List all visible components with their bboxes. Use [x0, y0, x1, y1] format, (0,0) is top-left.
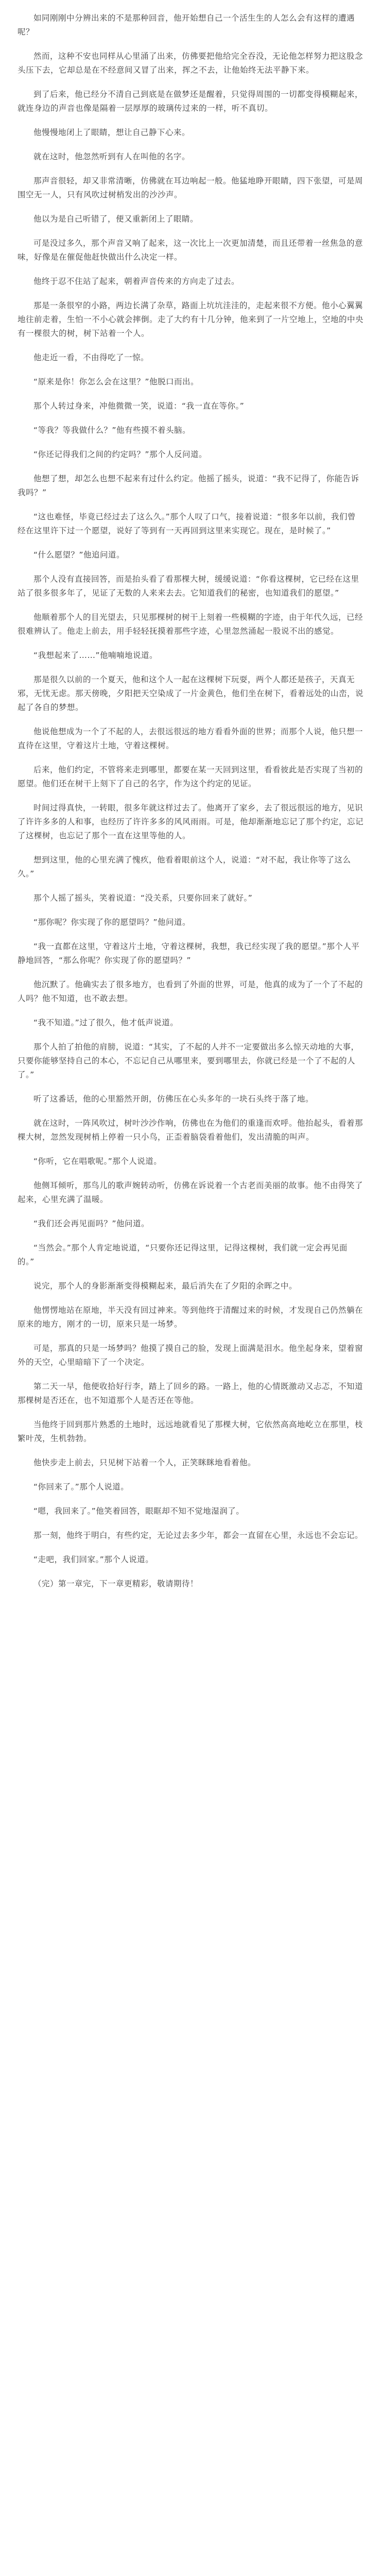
paragraph: 后来，他们约定，不管将来走到哪里，都要在某一天回到这里，看看彼此是否实现了当初的愿望。他们还在树干上刻下了自己的名字，作为这个约定的见证。: [18, 765, 363, 788]
paragraph: 想到这里，他的心里充满了愧疚，他看着眼前这个人，说道：“对不起，我让你等了这么久。”: [18, 855, 351, 878]
paragraph: 说完，那个人的身影渐渐变得模糊起来，最后消失在了夕阳的余晖之中。: [33, 1281, 298, 1291]
paragraph: 他沉默了。他确实去了很多地方，也看到了外面的世界，可是，他真的成为了一个了不起的人吗？他不知道，也不敢去想。: [18, 980, 363, 1003]
paragraph: “原来是你！你怎么会在这里？”他脱口而出。: [33, 377, 199, 386]
paragraph: “你回来了。”那个人说道。: [33, 1482, 129, 1492]
paragraph: “这也难怪，毕竟已经过去了这么久。”那个人叹了口气，接着说道：“很多年以前，我们曾经在这里许下过一个愿望，说好了等到有一天再回到这里来实现它。现在，是时候了。”: [18, 512, 356, 535]
closing-note: （完）第一章完，下一章更精彩，敬请期待！: [33, 1579, 199, 1588]
paragraph: 那个人摇了摇头，笑着说道：“没关系，只要你回来了就好。”: [33, 893, 253, 903]
paragraph: “你还记得我们之间的约定吗？”那个人反问道。: [33, 450, 207, 459]
paragraph: 可是，那真的只是一场梦吗？他摸了摸自己的脸，发现上面满是泪水。他坐起身来，望着窗外的天空，心里暗暗下了一个决定。: [18, 1344, 363, 1367]
paragraph: 他愣愣地站在原地，半天没有回过神来。等到他终于清醒过来的时候，才发现自己仍然躺在原来的地方，刚才的一切，原来只是一场梦。: [18, 1306, 363, 1329]
paragraph: 那是一条很窄的小路，两边长满了杂草，路面上坑坑洼洼的，走起来很不方便。他小心翼翼地往前走着，生怕一不小心就会摔倒。走了大约有十几分钟，他来到了一片空地上，空地的中央有一棵很大的树，树下站着一个人。: [18, 301, 364, 338]
paragraph: 他侧耳倾听，那鸟儿的歌声婉转动听，仿佛在诉说着一个古老而美丽的故事。他不由得笑了起来，心里充满了温暖。: [18, 1181, 363, 1204]
paragraph: 那声音很轻，却又非常清晰，仿佛就在耳边响起一般。他猛地睁开眼睛，四下张望，可是周围空无一人，只有风吹过树梢发出的沙沙声。: [18, 176, 363, 199]
paragraph: “我一直都在这里，守着这片土地，守着这棵树，我想，我已经实现了我的愿望。”那个人平静地回答，“那么你呢？你实现了你的愿望吗？”: [18, 942, 360, 965]
paragraph: 他快步走上前去，只见树下站着一个人，正笑眯眯地看着他。: [33, 1458, 256, 1467]
paragraph: “我们还会再见面吗？”他问道。: [33, 1219, 150, 1228]
paragraph: 那是很久以前的一个夏天，他和这个人一起在这棵树下玩耍，两个人都还是孩子，天真无邪，无忧无虑。那天傍晚，夕阳把天空染成了一片金黄色，他们坐在树下，看着远处的山峦，说起了各自的梦想。: [18, 675, 364, 712]
paragraph: “你听，它在唱歌呢。”那个人说道。: [33, 1157, 162, 1166]
paragraph: 他慢慢地闭上了眼睛，想让自己静下心来。: [33, 128, 190, 137]
paragraph: 时间过得真快，一转眼，很多年就这样过去了。他离开了家乡，去了很远很远的地方，见识了许许多多的人和事，也经历了许许多多的风风雨雨。可是，他却渐渐地忘记了那个约定，忘记了这棵树，也忘记了那个一直在这里等他的人。: [18, 803, 364, 840]
paragraph: 那个人没有直接回答，而是抬头看了看那棵大树，缓缓说道：“你看这棵树，它已经在这里站了很多很多年了，见证了无数的人来来去去。它知道我们的秘密，也知道我们的愿望。”: [18, 574, 359, 598]
paragraph: 到了后来，他已经分不清自己到底是在做梦还是醒着，只觉得周围的一切都变得模糊起来，就连身边的声音也像是隔着一层厚厚的玻璃传过来的一样，听不真切。: [18, 90, 363, 113]
paragraph: “当然会。”那个人肯定地说道，“只要你还记得这里，记得这棵树，我们就一定会再见面的。”: [18, 1243, 348, 1266]
paragraph: “走吧，我们回家。”那个人说道。: [33, 1555, 154, 1564]
paragraph: 他终于忍不住站了起来，朝着声音传来的方向走了过去。: [33, 277, 240, 286]
paragraph: 他顺着那个人的目光望去，只见那棵树的树干上刻着一些模糊的字迹，由于年代久远，已经很难辨认了。他走上前去，用手轻轻抚摸着那些字迹，心里忽然涌起一股说不出的感觉。: [18, 613, 363, 636]
paragraph: 他走近一看，不由得吃了一惊。: [33, 353, 149, 362]
paragraph: 就在这时，一阵风吹过，树叶沙沙作响，仿佛也在为他们的重逢而欢呼。他抬起头，看着那棵大树，忽然发现树梢上停着一只小鸟，正歪着脑袋看着他们，发出清脆的叫声。: [18, 1118, 363, 1142]
paragraph: “等我？等我做什么？”他有些摸不着头脑。: [33, 426, 191, 435]
paragraph: 他想了想，却怎么也想不起来有过什么约定。他摇了摇头，说道：“我不记得了，你能告诉我吗？”: [18, 474, 359, 497]
paragraph: 当他终于回到那片熟悉的土地时，远远地就看见了那棵大树，它依然高高地屹立在那里，枝繁叶茂，生机勃勃。: [18, 1420, 363, 1443]
paragraph: “嗯，我回来了。”他笑着回答，眼眶却不知不觉地湿润了。: [33, 1506, 245, 1516]
paragraph: 那个人拍了拍他的肩膀，说道：“其实，了不起的人并不一定要做出多么惊天动地的大事，只要你能够坚持自己的本心，不忘记自己从哪里来，要到哪里去，你就已经是一个了不起的人了。”: [18, 1042, 359, 1079]
paragraph: 那一刻，他终于明白，有些约定，无论过去多少年，都会一直留在心里，永远也不会忘记。: [33, 1531, 363, 1540]
paragraph: 他说他想成为一个了不起的人，去很远很远的地方看看外面的世界；而那个人说，他只想一直待在这里，守着这片土地，守着这棵树。: [18, 727, 363, 750]
paragraph: 他以为是自己听错了，便又重新闭上了眼睛。: [33, 214, 199, 224]
paragraph: 如同刚刚中分辨出来的不是那种回音，他开始想自己一个活生生的人怎么会有这样的遭遇呢？: [18, 13, 355, 37]
paragraph: 可是没过多久，那个声音又响了起来，这一次比上一次更加清楚，而且还带着一丝焦急的意味，好像是在催促他赶快做出什么决定一样。: [18, 239, 363, 262]
paragraph: “那你呢？你实现了你的愿望吗？”他问道。: [33, 918, 191, 927]
paragraph: “我不知道。”过了很久，他才低声说道。: [33, 1018, 179, 1027]
paragraph: “什么愿望？”他追问道。: [33, 550, 125, 560]
paragraph: 听了这番话，他的心里豁然开朗，仿佛压在心头多年的一块石头终于落了地。: [33, 1094, 314, 1104]
paragraph: “我想起来了……”他喃喃地说道。: [33, 651, 158, 660]
paragraph: 那个人转过身来，冲他微微一笑，说道：“我一直在等你。”: [33, 401, 245, 411]
paragraph: 然而，这种不安也同样从心里涌了出来，仿佛要把他给完全吞没，无论他怎样努力把这股念头压下去，它却总是在不经意间又冒了出来，挥之不去，让他始终无法平静下来。: [18, 52, 363, 75]
paragraph: 第二天一早，他便收拾好行李，踏上了回乡的路。一路上，他的心情既激动又忐忑，不知道那棵树是否还在，也不知道那个人是否还在等他。: [18, 1382, 363, 1405]
paragraph: 就在这时，他忽然听到有人在叫他的名字。: [33, 152, 190, 161]
